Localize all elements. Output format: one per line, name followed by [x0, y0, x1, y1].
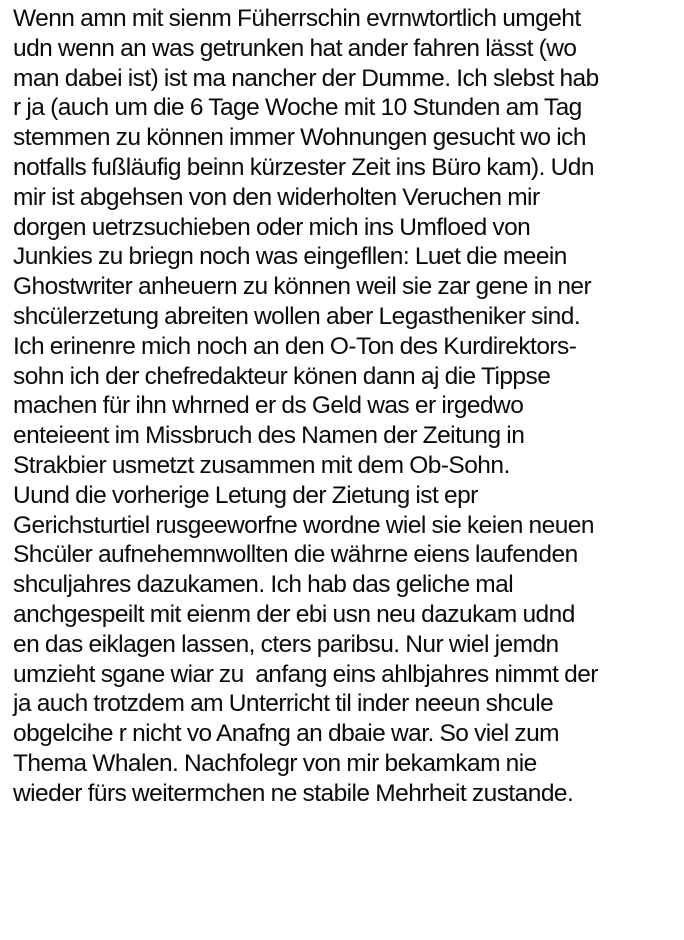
text-line: man dabei ist) ist ma nancher der Dumme. Ich slebst hab [13, 64, 599, 92]
text-line: stemmen zu können immer Wohnungen gesucht wo ich [13, 124, 586, 152]
text-line: Thema Whalen. Nachfolegr von mir bekamkam nie [13, 749, 537, 777]
text-line: udn wenn an was getrunken hat ander fahren lässt (wo [13, 34, 577, 62]
text-line: enteieent im Missbruch des Namen der Zeitung in [13, 422, 525, 450]
text-line: sohn ich der chefredakteur könen dann aj die Tippse [13, 362, 551, 390]
text-line: machen für ihn whrned er ds Geld was er irgedwo [13, 392, 524, 420]
text-line: wieder fürs weitermchen ne stabile Mehrheit zustande. [13, 779, 574, 807]
text-line: obgelcihe r nicht vo Anafng an dbaie war. So viel zum [13, 720, 560, 748]
text-line: shculjahres dazukamen. Ich hab das geliche mal [13, 571, 514, 599]
text-line: en das eiklagen lassen, cters paribsu. Nur wiel jemdn [13, 630, 559, 658]
text-line: r ja (auch um die 6 Tage Woche mit 10 Stunden am Tag [13, 94, 582, 122]
text-line: Junkies zu briegn noch was eingefllen: Luet die meein [13, 243, 567, 271]
text-line: Strakbier usmetzt zusammen mit dem Ob-Sohn. [13, 451, 510, 479]
text-line: umzieht sgane wiar zu anfang eins ahlbjahres nimmt der [13, 660, 598, 688]
text-line: mir ist abgehsen von den widerholten Veruchen mir [13, 183, 540, 211]
text-line: anchgespeilt mit eienm der ebi usn neu dazukam udnd [13, 600, 575, 628]
text-line: shcülerzetung abreiten wollen aber Legastheniker sind. [13, 302, 581, 330]
text-line: Gerichsturtiel rusgeeworfne wordne wiel sie keien neuen [13, 511, 594, 539]
document-page [13, 4, 681, 809]
text-line: Ich erinenre mich noch an den O-Ton des Kurdirektors- [13, 332, 577, 360]
text-line: ja auch trotzdem am Unterricht til inder neeun shcule [13, 690, 554, 718]
text-line: notfalls fußläufig beinn kürzester Zeit ins Büro kam). Udn [13, 153, 594, 181]
text-line: Ghostwriter anheuern zu können weil sie zar gene in ner [13, 273, 592, 301]
text-line: dorgen uetrzsuchieben oder mich ins Umfloed von [13, 213, 531, 241]
text-line: Uund die vorherige Letung der Zietung ist epr [13, 481, 478, 509]
text-line: Wenn amn mit sienm Füherrschin evrnwtortlich umgeht [13, 5, 581, 32]
text-line: Shcüler aufnehemnwollten die währne eiens laufenden [13, 541, 578, 569]
